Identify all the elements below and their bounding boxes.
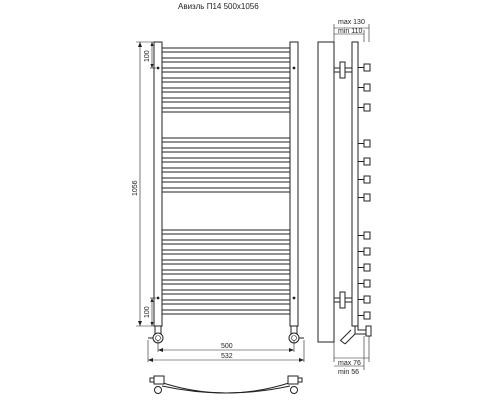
- side-rung-end-5: [364, 158, 370, 165]
- side-connection: [340, 326, 371, 344]
- dim-depth-max-top-label: max 130: [338, 19, 365, 26]
- mount-dot-top-left: [157, 67, 160, 70]
- rung-21: [162, 300, 290, 304]
- mount-dot-bottom-left: [157, 297, 160, 300]
- top-view: [150, 376, 302, 394]
- drawing-title: Авизль П14 500x1056: [178, 2, 259, 11]
- side-rung-end-10: [364, 264, 370, 271]
- side-rung-end-9: [364, 248, 370, 255]
- dim-inner-width: [158, 340, 294, 352]
- rung-15: [162, 240, 290, 244]
- valve-right: [289, 326, 304, 343]
- rung-17: [162, 260, 290, 264]
- rung-14: [162, 230, 290, 234]
- rung-22: [162, 310, 290, 314]
- rung-12: [162, 178, 290, 182]
- rung-6: [162, 98, 290, 102]
- dim-total-height: [132, 42, 154, 326]
- left-riser: [154, 42, 162, 326]
- dim-inner-width-label: 500: [221, 343, 233, 350]
- bracket-bottom: [334, 292, 352, 308]
- dim-bottom-offset-label: 100: [144, 306, 151, 318]
- rung-9: [162, 148, 290, 152]
- side-view: [318, 19, 371, 376]
- rung-1: [162, 48, 290, 52]
- dim-depth-min-bottom-label: min 56: [338, 369, 360, 376]
- dim-depth-top: [334, 19, 369, 42]
- rung-13: [162, 188, 290, 192]
- rung-4: [162, 78, 290, 82]
- side-rung-end-12: [364, 296, 370, 303]
- dim-depth-min-top-label: min 110: [338, 28, 363, 35]
- dim-top-offset-label: 100: [144, 50, 151, 62]
- dim-depth-max-bottom-label: max 76: [338, 360, 361, 367]
- rung-3: [162, 68, 290, 72]
- side-rung-end-11: [364, 280, 370, 287]
- side-rung-end-1: [364, 64, 370, 71]
- rungs-group: [162, 48, 290, 314]
- rung-7: [162, 108, 290, 112]
- side-rung-end-3: [364, 104, 370, 111]
- dim-outer-width-label: 532: [221, 353, 233, 360]
- side-rung-end-2: [364, 84, 370, 91]
- rung-5: [162, 88, 290, 92]
- rung-10: [162, 158, 290, 162]
- rung-16: [162, 250, 290, 254]
- side-rungs-group: [358, 64, 370, 319]
- rung-20: [162, 290, 290, 294]
- dim-total-height-label: 1056: [132, 180, 139, 196]
- wall-plate: [318, 42, 334, 342]
- side-riser: [352, 42, 358, 326]
- top-view-right-end: [288, 376, 302, 394]
- mount-dot-bottom-right: [293, 297, 296, 300]
- rung-19: [162, 280, 290, 284]
- side-rung-end-8: [364, 232, 370, 239]
- top-view-left-end: [150, 376, 164, 394]
- rung-11: [162, 168, 290, 172]
- side-rung-end-4: [364, 140, 370, 147]
- top-view-curve-inner: [162, 386, 290, 393]
- rung-18: [162, 270, 290, 274]
- side-rung-end-6: [364, 176, 370, 183]
- valve-left: [148, 326, 163, 343]
- side-rung-end-13: [364, 312, 370, 319]
- front-view: [132, 42, 304, 362]
- mount-dot-top-right: [293, 67, 296, 70]
- right-riser: [290, 42, 298, 326]
- rung-8: [162, 138, 290, 142]
- top-view-curve-outer: [160, 382, 292, 393]
- dim-depth-bottom: [334, 336, 369, 376]
- rung-2: [162, 58, 290, 62]
- side-rung-end-7: [364, 194, 370, 201]
- bracket-top: [334, 62, 352, 78]
